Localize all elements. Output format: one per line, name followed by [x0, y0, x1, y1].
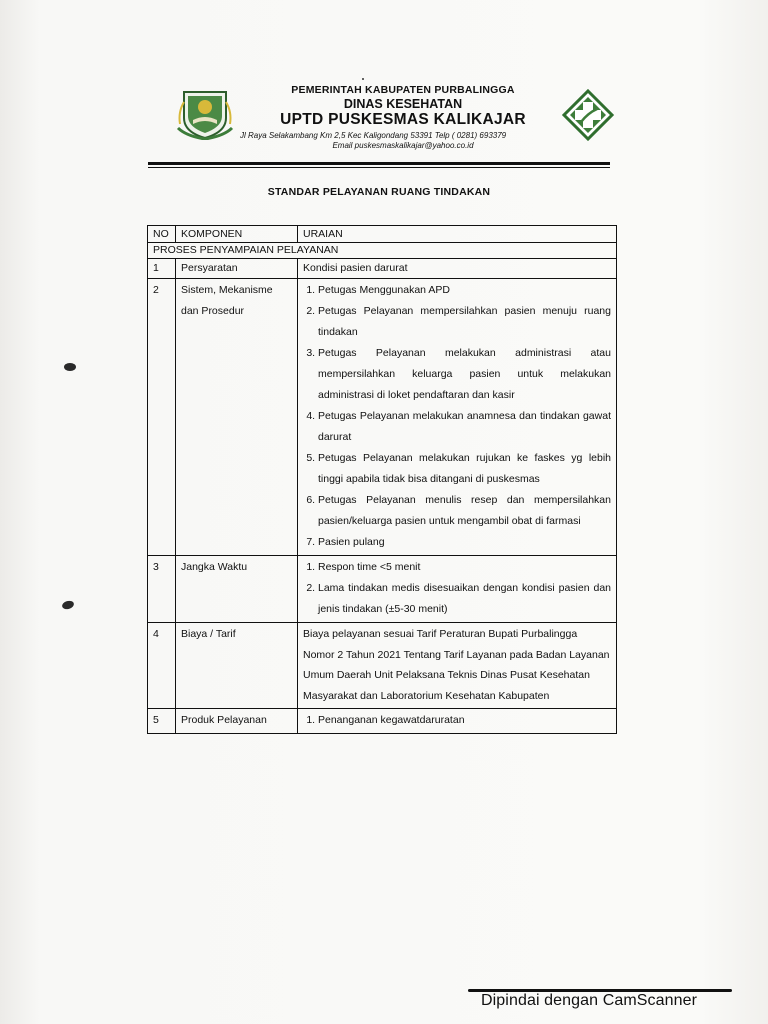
- header-uraian: URAIAN: [298, 226, 617, 243]
- list-item: 6. Petugas Pelayanan menulis resep dan mempersilahkan pasien/keluarga pasien untuk mengambil obat di farmasi: [318, 490, 611, 532]
- list-item: 2. Petugas Pelayanan mempersilahkan pasien menuju ruang tindakan: [318, 301, 611, 343]
- row-komponen: Biaya / Tarif: [176, 623, 298, 709]
- list-item: 3. Petugas Pelayanan melakukan administrasi atau mempersilahkan keluarga pasien untuk melakukan administrasi di loket pendaftaran dan kasir: [318, 343, 611, 406]
- list-item: 4. Petugas Pelayanan melakukan anamnesa dan tindakan gawat darurat: [318, 406, 611, 448]
- product-list: [303, 710, 611, 731]
- letterhead-department: DINAS KESEHATAN: [343, 97, 463, 111]
- document-title: STANDAR PELAYANAN RUANG TINDAKAN: [267, 186, 491, 198]
- punch-hole-mark: [64, 363, 76, 371]
- section-title: PROSES PENYAMPAIAN PELAYANAN: [148, 243, 617, 259]
- table-row: [148, 279, 617, 556]
- purbalingga-emblem-icon: [176, 88, 234, 140]
- letterhead-address: Jl Raya Selakambang Km 2,5 Kec Kaligondang 53391 Telp ( 0281) 693379: [240, 131, 507, 140]
- scan-speck: [362, 78, 364, 80]
- procedure-list: [303, 280, 611, 553]
- letterhead-rule-thick: [148, 162, 610, 165]
- list-item: 1. Respon time <5 menit: [318, 557, 611, 578]
- letterhead: [238, 84, 568, 150]
- time-list: [303, 557, 611, 620]
- row-komponen: Produk Pelayanan: [176, 709, 298, 734]
- list-item: 7. Pasien pulang: [318, 532, 611, 553]
- list-item: 1. Petugas Menggunakan APD: [318, 280, 611, 301]
- row-komponen: Sistem, Mekanisme dan Prosedur: [176, 279, 298, 556]
- puskesmas-cross-icon: [562, 89, 614, 141]
- table-row: [148, 259, 617, 279]
- section-row: [148, 243, 617, 259]
- table-header-row: [148, 226, 617, 243]
- header-no: NO: [148, 226, 176, 243]
- table-row: [148, 623, 617, 709]
- letterhead-email: Email puskesmaskalikajar@yahoo.co.id: [332, 141, 474, 150]
- row-komponen: Jangka Waktu: [176, 556, 298, 623]
- letterhead-rule-thin: [148, 167, 610, 168]
- list-item: 2. Lama tindakan medis disesuaikan dengan kondisi pasien dan jenis tindakan (±5-30 menit): [318, 578, 611, 620]
- table-row: [148, 709, 617, 734]
- letterhead-institution: UPTD PUSKESMAS KALIKAJAR: [280, 111, 526, 128]
- row-number: 4: [148, 623, 176, 709]
- row-komponen: Persyaratan: [176, 259, 298, 279]
- row-uraian: [298, 279, 617, 556]
- scanner-watermark: Dipindai dengan CamScanner: [481, 992, 698, 1009]
- row-uraian: [298, 709, 617, 734]
- row-uraian: Kondisi pasien darurat: [298, 259, 617, 279]
- table-row: [148, 556, 617, 623]
- row-number: 2: [148, 279, 176, 556]
- row-number: 5: [148, 709, 176, 734]
- row-uraian: [298, 556, 617, 623]
- row-number: 3: [148, 556, 176, 623]
- list-item: 5. Petugas Pelayanan melakukan rujukan ke faskes yg lebih tinggi apabila tidak bisa ditangani di puskesmas: [318, 448, 611, 490]
- list-item: 1. Penanganan kegawatdaruratan: [318, 710, 611, 731]
- header-komponen: KOMPONEN: [176, 226, 298, 243]
- row-number: 1: [148, 259, 176, 279]
- service-standard-table: [147, 225, 617, 734]
- letterhead-government: PEMERINTAH KABUPATEN PURBALINGGA: [291, 84, 515, 96]
- row-uraian: Biaya pelayanan sesuai Tarif Peraturan Bupati Purbalingga Nomor 2 Tahun 2021 Tentang Tarif Layanan pada Badan Layanan Umum Daerah Unit Pelaksana Teknis Dinas Pusat Kesehatan Masyarakat dan Laboratorium Kesehatan Kabupaten: [298, 623, 617, 709]
